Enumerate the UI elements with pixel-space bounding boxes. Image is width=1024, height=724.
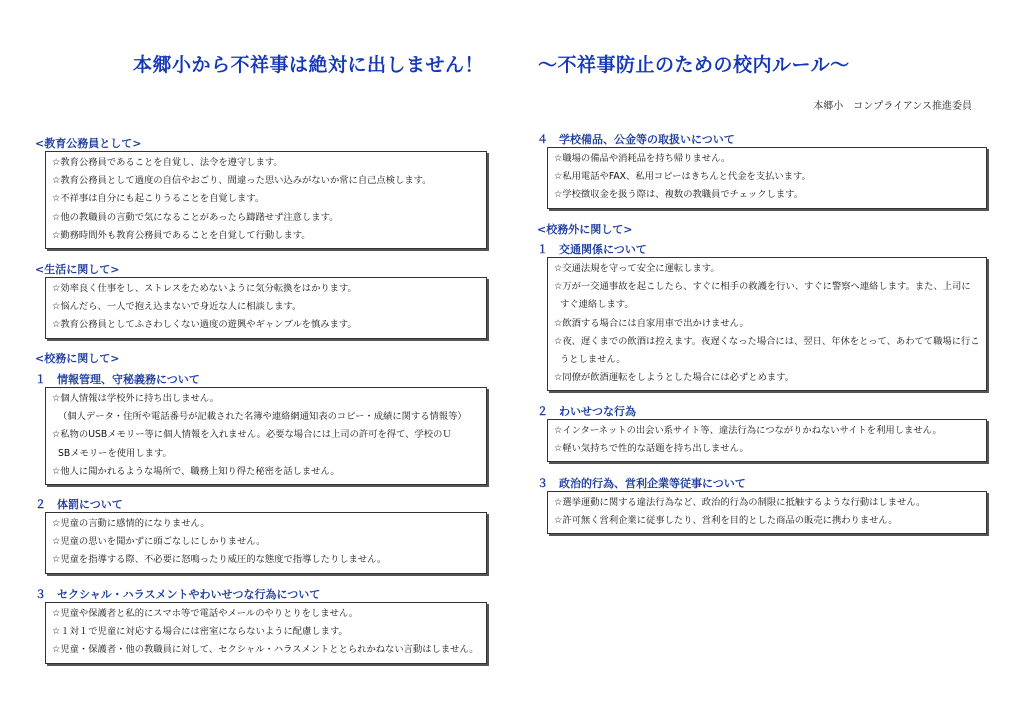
subsection-heading: ３ セクシャル・ハラスメントやわいせつな行為について	[35, 588, 321, 601]
rule-item: ☆許可無く営利企業に従事したり、営利を目的とした商品の販売に携わりません。	[554, 515, 898, 527]
rule-item: ☆職場の備品や消耗品を持ち帰りません。	[554, 153, 731, 164]
rule-item: ☆児童・保護者・他の教職員に対して、セクシャル・ハラスメントととられかねない言動はしません。	[52, 644, 479, 656]
subsection-information	[35, 373, 487, 485]
rule-note: （個人データ・住所や電話番号が記載された名簿や連絡網通知表のコピー・成績に関する情報等）	[58, 411, 467, 423]
rule-item: ☆児童を指導する際、不必要に怒鳴ったり威圧的な態度で指導したりしません。	[52, 554, 387, 566]
subsection-harassment	[35, 588, 487, 664]
rule-item: ☆児童や保護者と私的にスマホ等で電話やメールのやりとりをしません。	[52, 608, 359, 619]
section-daily-life	[35, 263, 487, 339]
rule-item: ☆万が一交通事故を起こしたら、すぐに相手の救護を行い、すぐに警察へ連絡します。また、上司に	[554, 281, 971, 293]
rule-item: ☆悩んだら、一人で抱え込まないで身近な人に相談します。	[52, 301, 302, 313]
rule-item: ☆同僚が飲酒運転をしようとした場合には必ずとめます。	[554, 372, 795, 384]
rule-item: ☆私物のUSBメモリー等に個人情報を入れません。必要な場合には上司の許可を得て、学校のＵ	[52, 429, 452, 441]
rule-box	[45, 277, 487, 339]
rule-item: ☆他の教職員の言動で気になることがあったら躊躇せず注意します。	[52, 211, 339, 223]
subsection-heading: １ 情報管理、守秘義務について	[35, 373, 200, 386]
page-subtitle: ～不祥事防止のための校内ルール～	[538, 54, 850, 76]
subsection-heading: ２ 体罰について	[35, 498, 123, 511]
committee-name: 本郷小 コンプライアンス推進委員	[813, 101, 972, 112]
rule-item: ☆児童の言動に感情的になりません。	[52, 518, 210, 529]
rule-item: ☆軽い気持ちで性的な話題を持ち出しません。	[554, 443, 749, 455]
rule-item-continued: すぐ連絡します。	[560, 299, 634, 311]
rule-item: ☆１対１で児童に対応する場合には密室にならないように配慮します。	[52, 626, 348, 638]
rule-item: ☆児童の思いを聞かずに頭ごなしにしかりません。	[52, 536, 266, 548]
subsection-political-commercial	[537, 477, 987, 534]
section-heading: <生活に関して>	[35, 263, 120, 276]
subsection-heading: ３ 政治的行為、営利企業等従事について	[537, 477, 746, 490]
rule-box	[547, 491, 987, 534]
rule-item: ☆私用電話やFAX、私用コピーはきちんと代金を支払います。	[554, 171, 811, 183]
section-outside-duties	[537, 223, 987, 237]
section-as-educator	[35, 137, 487, 249]
rule-item: ☆効率良く仕事をし、ストレスをためないように気分転換をはかります。	[52, 283, 357, 294]
subsection-school-property	[537, 133, 987, 209]
subsection-traffic	[537, 243, 987, 391]
rule-item: ☆飲酒する場合には自家用車で出かけません。	[554, 317, 749, 329]
page-title: 本郷小から不祥事は絶対に出しません！	[133, 54, 485, 76]
rule-item: ☆学校徴収金を扱う際は、複数の教職員でチェックします。	[554, 189, 804, 201]
rule-item: ☆教育公務員として過度の自信やおごり、間違った思い込みがないか常に自己点検します。	[52, 175, 432, 187]
rule-box	[45, 151, 487, 249]
rule-item: ☆他人に聞かれるような場所で、職務上知り得た秘密を話しません。	[52, 465, 340, 477]
rule-item: ☆不祥事は自分にも起こりうることを自覚します。	[52, 193, 265, 205]
subsection-indecency	[537, 405, 987, 462]
rule-box	[547, 419, 987, 462]
rule-box	[45, 602, 487, 664]
rule-item: ☆勤務時間外も教育公務員であることを自覚して行動します。	[52, 229, 311, 241]
section-school-duties	[35, 352, 487, 366]
rule-item-continued: うとしません。	[560, 353, 626, 365]
section-heading: <教育公務員として>	[35, 137, 142, 150]
rule-item-continued: SBメモリーを使用します。	[58, 447, 172, 459]
rule-box	[547, 147, 987, 209]
subsection-heading: ４ 学校備品、公金等の取扱いについて	[537, 133, 735, 146]
rule-item: ☆教育公務員としてふさわしくない過度の遊興やギャンブルを慎みます。	[52, 319, 357, 331]
subsection-heading: １ 交通関係について	[537, 243, 647, 256]
rule-box	[547, 257, 987, 391]
section-heading: <校務に関して>	[35, 352, 120, 365]
rule-item: ☆夜、遅くまでの飲酒は控えます。夜遅くなった場合には、翌日、年休をとって、あわてて職場に行こ	[554, 335, 980, 347]
section-heading: <校務外に関して>	[537, 223, 633, 236]
rule-box	[45, 387, 487, 485]
rule-item: ☆教育公務員であることを自覚し、法令を遵守します。	[52, 157, 283, 168]
rule-item: ☆個人情報は学校外に持ち出しません。	[52, 393, 219, 404]
rule-item: ☆インターネットの出会い系サイト等、違法行為につながりかねないサイトを利用しません。	[554, 425, 942, 436]
rule-item: ☆選挙運動に関する違法行為など、政治的行為の制限に抵触するような行動はしません。	[554, 497, 926, 508]
rule-item: ☆交通法規を守って安全に運転します。	[554, 263, 720, 274]
rule-box	[45, 512, 487, 574]
subsection-corporal-punishment	[35, 498, 487, 574]
subsection-heading: ２ わいせつな行為	[537, 405, 636, 418]
